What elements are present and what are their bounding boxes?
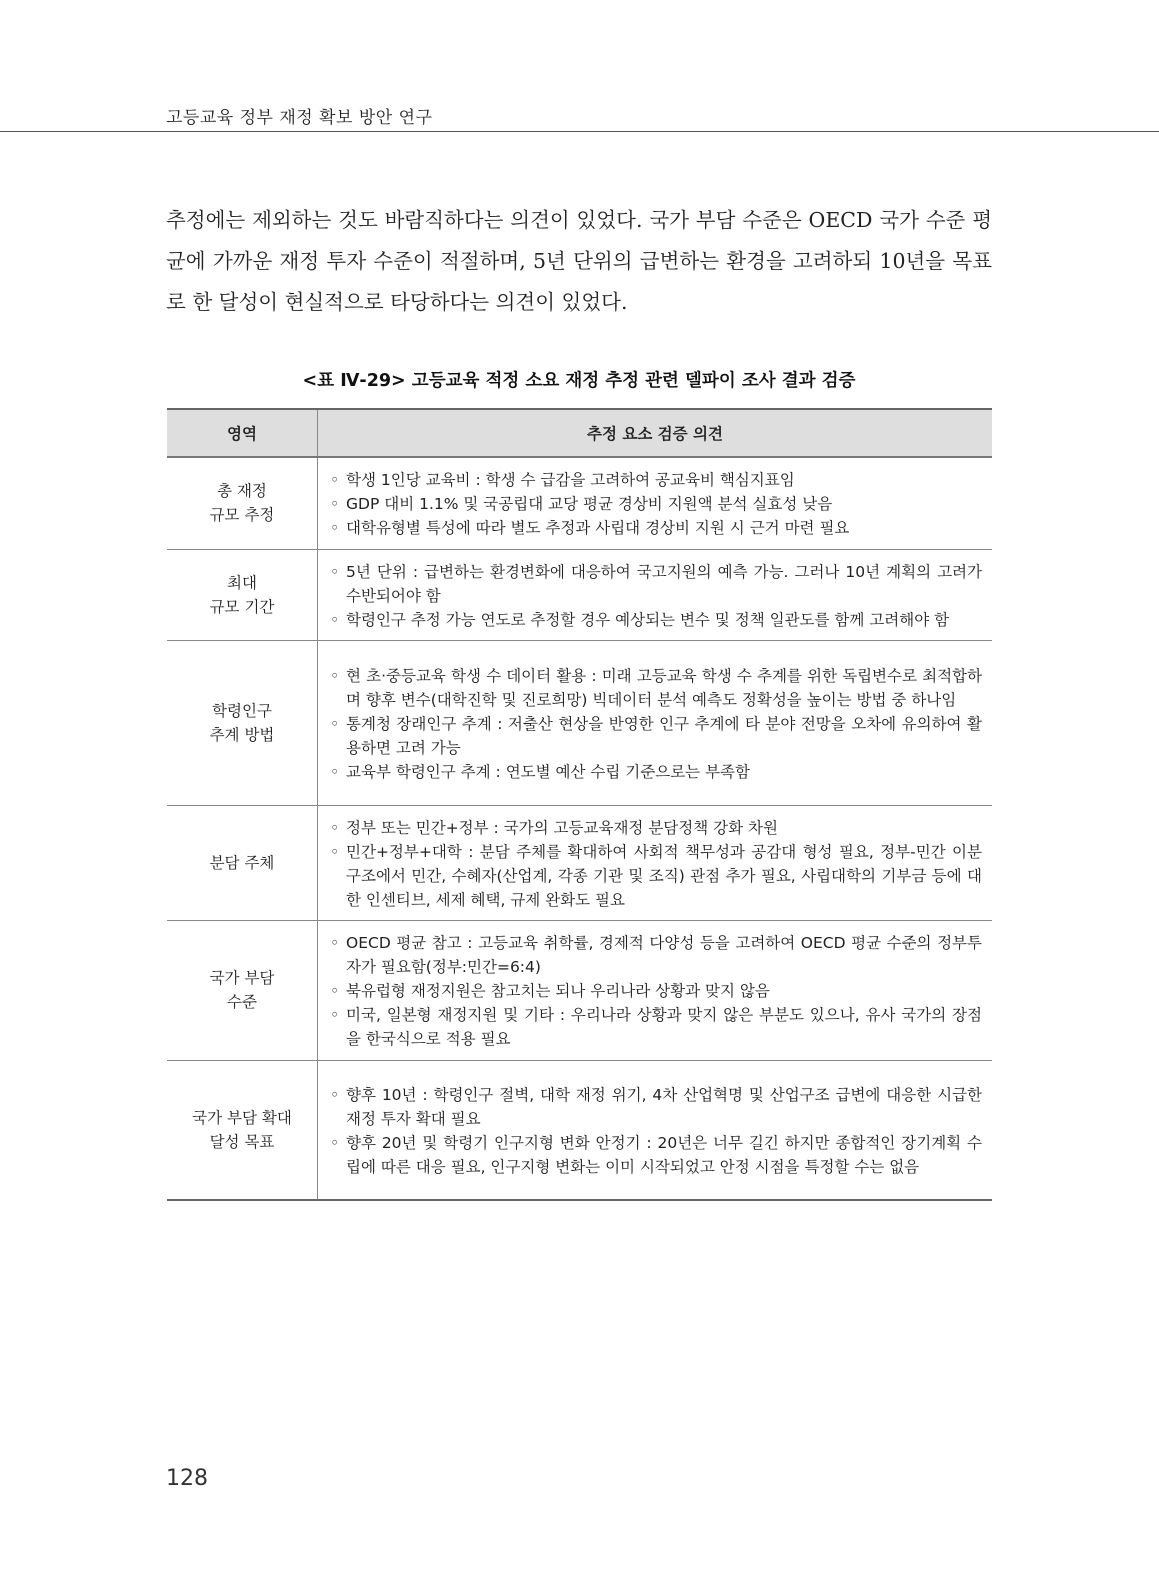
opinion-item: ◦ 정부 또는 민간+정부 : 국가의 고등교육재정 분담정책 강화 차원 (328, 816, 982, 840)
area-line: 최대 (227, 573, 257, 592)
row-area (167, 805, 318, 920)
table-row (167, 920, 992, 1060)
table-row (167, 457, 992, 549)
opinion-item: ◦ 미국, 일본형 재정지원 및 기타 : 우리나라 상황과 맞지 않은 부분도 있으나, 유사 국가의 장점을 한국식으로 적용 필요 (328, 1003, 982, 1051)
page-number: 128 (166, 1466, 208, 1491)
table-row (167, 640, 992, 805)
opinion-item: ◦ 민간+정부+대학 : 분담 주체를 확대하여 사회적 책무성과 공감대 형성 필요, 정부-민간 이분 구조에서 민간, 수혜자(산업계, 각종 기관 및 조직) 관점 추가 필요, 사립대학의 기부금 등에 대한 인센티브, 세제 혜택, 규제 완화도 필요 (328, 840, 982, 912)
header-area: 영역 (167, 409, 318, 457)
header-opinion: 추정 요소 검증 의견 (318, 409, 993, 457)
row-opinions (318, 457, 993, 549)
opinion-item: ◦ 학령인구 추정 가능 연도로 추정할 경우 예상되는 변수 및 정책 일관도를 함께 고려해야 함 (328, 608, 982, 632)
body-paragraph: 추정에는 제외하는 것도 바람직하다는 의견이 있었다. 국가 부담 수준은 OECD 국가 수준 평균에 가까운 재정 투자 수준이 적절하며, 5년 단위의 급변하는 환경을 고려하되 10년을 목표로 한 달성이 현실적으로 타당하다는 의견이 있었다. (166, 208, 992, 314)
row-area (167, 920, 318, 1060)
opinion-item: ◦ 북유럽형 재정지원은 참고치는 되나 우리나라 상황과 맞지 않음 (328, 979, 982, 1003)
area-line: 총 재정 (217, 482, 267, 501)
area-line: 국가 부담 확대 (192, 1108, 292, 1127)
table-row (167, 1060, 992, 1200)
area-line: 규모 추정 (209, 506, 275, 525)
row-area (167, 457, 318, 549)
table-header-row (167, 409, 992, 457)
opinion-item: ◦ 향후 20년 및 학령기 인구지형 변화 안정기 : 20년은 너무 길긴 하지만 종합적인 장기계획 수립에 따른 대응 필요, 인구지형 변화는 이미 시작되었고 안정 시점을 특정할 수는 없음 (328, 1131, 982, 1179)
row-area (167, 549, 318, 640)
opinion-item: ◦ 통계청 장래인구 추계 : 저출산 현상을 반영한 인구 추계에 타 분야 전망을 오차에 유의하여 활용하면 고려 가능 (328, 712, 982, 760)
opinion-item: ◦ OECD 평균 참고 : 고등교육 취학률, 경제적 다양성 등을 고려하여 OECD 평균 수준의 정부투자가 필요함(정부:민간=6:4) (328, 931, 982, 979)
opinion-item: ◦ 대학유형별 특성에 따라 별도 추정과 사립대 경상비 지원 시 근거 마련 필요 (328, 516, 982, 540)
area-line: 학령인구 (212, 701, 272, 720)
opinion-item: ◦ 향후 10년 : 학령인구 절벽, 대학 재정 위기, 4차 산업혁명 및 산업구조 급변에 대응한 시급한 재정 투자 확대 필요 (328, 1083, 982, 1131)
row-opinions (318, 549, 993, 640)
row-area (167, 1060, 318, 1200)
table-caption: <표 Ⅳ-29> 고등교육 적정 소요 재정 추정 관련 델파이 조사 결과 검증 (302, 371, 856, 391)
opinion-item: ◦ GDP 대비 1.1% 및 국공립대 교당 평균 경상비 지원액 분석 실효성 낮음 (328, 492, 982, 516)
row-opinions (318, 640, 993, 805)
row-opinions (318, 920, 993, 1060)
opinion-item: ◦ 5년 단위 : 급변하는 환경변화에 대응하여 국고지원의 예측 가능. 그러나 10년 계획의 고려가 수반되어야 함 (328, 560, 982, 608)
area-line: 달성 목표 (209, 1132, 275, 1151)
opinion-item: ◦ 현 초·중등교육 학생 수 데이터 활용 : 미래 고등교육 학생 수 추계를 위한 독립변수로 최적합하며 향후 변수(대학진학 및 진로희망) 빅데이터 분석 예측도 정확성을 높이는 방법 중 하나임 (328, 664, 982, 712)
running-header: 고등교육 정부 재정 확보 방안 연구 (166, 108, 433, 128)
area-line: 국가 부담 (209, 969, 275, 987)
area-line: 분담 주체 (209, 853, 275, 872)
table-row (167, 805, 992, 920)
area-line: 규모 기간 (209, 597, 275, 616)
row-area (167, 640, 318, 805)
row-opinions (318, 1060, 993, 1200)
area-line: 수준 (227, 993, 257, 1011)
table-row (167, 549, 992, 640)
row-opinions (318, 805, 993, 920)
area-line: 추계 방법 (209, 725, 275, 744)
delphi-result-table (167, 408, 992, 1201)
opinion-item: ◦ 교육부 학령인구 추계 : 연도별 예산 수립 기준으로는 부족함 (328, 760, 982, 784)
opinion-item: ◦ 학생 1인당 교육비 : 학생 수 급감을 고려하여 공교육비 핵심지표임 (328, 468, 982, 492)
header-divider (0, 131, 1159, 132)
